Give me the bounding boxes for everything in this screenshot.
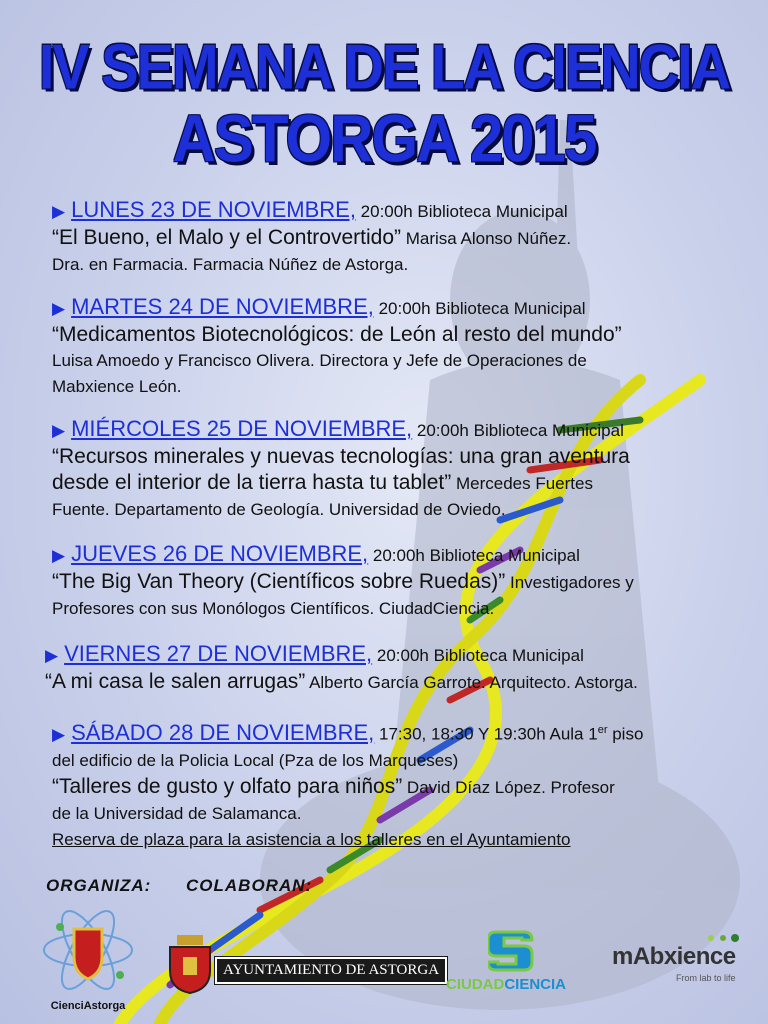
ciudadciencia-icon xyxy=(488,922,538,972)
triangle-icon: ▶ xyxy=(52,421,66,440)
event-saturday: ▶ SÁBADO 28 DE NOVIEMBRE, 17:30, 18:30 Y 19:30h Aula 1er piso del edificio de la Policia Local (Pza de los Marqueses) “Talleres de gusto y olfato para niños” David Díaz López. Profesor de la Universidad de Salamanca. Reserva de plaza para la asistencia a los talleres en el Ayuntamiento xyxy=(52,717,752,853)
ciencia-label: CIENCIA xyxy=(504,976,567,993)
event-day: ▶ LUNES 23 DE NOVIEMBRE, xyxy=(52,197,356,222)
event-wednesday: ▶ MIÉRCOLES 25 DE NOVIEMBRE, 20:00h Biblioteca Municipal “Recursos minerales y nuevas tecnologías: una gran aventura desde el interior de la tierra hasta tu tablet” Mercedes Fuertes Fuente. Departamento de Geología. Universidad de Oviedo. xyxy=(52,416,630,519)
event-day: ▶ SÁBADO 28 DE NOVIEMBRE, xyxy=(52,720,374,745)
dots-icon xyxy=(705,933,745,943)
event-monday: ▶ LUNES 23 DE NOVIEMBRE, 20:00h Biblioteca Municipal “El Bueno, el Malo y el Controvertido” Marisa Alonso Núñez. Dra. en Farmacia. Farmacia Núñez de Astorga. xyxy=(52,197,572,274)
mabxience-label: mAbxience xyxy=(612,943,736,970)
event-friday: ▶ VIERNES 27 DE NOVIEMBRE, 20:00h Biblioteca Municipal “A mi casa le salen arrugas” Alberto García Garrote. Arquitecto. Astorga. xyxy=(45,641,638,693)
ayuntamiento-logo xyxy=(165,935,440,995)
organiza-label: ORGANIZA: xyxy=(46,876,152,895)
triangle-icon: ▶ xyxy=(45,646,59,665)
triangle-icon: ▶ xyxy=(52,724,66,744)
event-thursday: ▶ JUEVES 26 DE NOVIEMBRE, 20:00h Biblioteca Municipal “The Big Van Theory (Científicos sobre Ruedas)” Investigadores y Profesores con sus Monólogos Científicos. CiudadCiencia. xyxy=(52,541,634,618)
mabxience-logo xyxy=(610,933,750,993)
coat-of-arms-icon xyxy=(165,935,215,995)
title-line-2: ASTORGA 2015 xyxy=(172,100,596,177)
event-day: ▶ VIERNES 27 DE NOVIEMBRE, xyxy=(45,641,372,666)
event-day: ▶ JUEVES 26 DE NOVIEMBRE, xyxy=(52,541,368,566)
event-day: ▶ MIÉRCOLES 25 DE NOVIEMBRE, xyxy=(52,416,412,441)
atom-icon xyxy=(40,905,136,995)
event-day: ▶ MARTES 24 DE NOVIEMBRE, xyxy=(52,294,374,319)
reservation-note: Reserva de plaza para la asistencia a los talleres en el Ayuntamiento xyxy=(52,829,571,849)
mabxience-tagline: From lab to life xyxy=(676,973,736,983)
ciudadciencia-logo xyxy=(442,922,592,1002)
cienciastorga-label: CienciAstorga xyxy=(50,1000,126,1012)
title-line-1: IV SEMANA DE LA CIENCIA xyxy=(38,31,730,102)
triangle-icon: ▶ xyxy=(52,202,66,221)
event-tuesday: ▶ MARTES 24 DE NOVIEMBRE, 20:00h Biblioteca Municipal “Medicamentos Biotecnológicos: de León al resto del mundo” Luisa Amoedo y Francisco Olivera. Directora y Jefe de Operaciones de Mabxience León. xyxy=(52,294,622,396)
ciudad-label: CIUDAD xyxy=(446,976,505,993)
triangle-icon: ▶ xyxy=(52,546,66,565)
ayuntamiento-label: AYUNTAMIENTO DE ASTORGA xyxy=(215,957,447,984)
cienciastorga-logo xyxy=(40,905,136,1015)
triangle-icon: ▶ xyxy=(52,299,66,318)
colaboran-label: COLABORAN: xyxy=(186,876,313,895)
